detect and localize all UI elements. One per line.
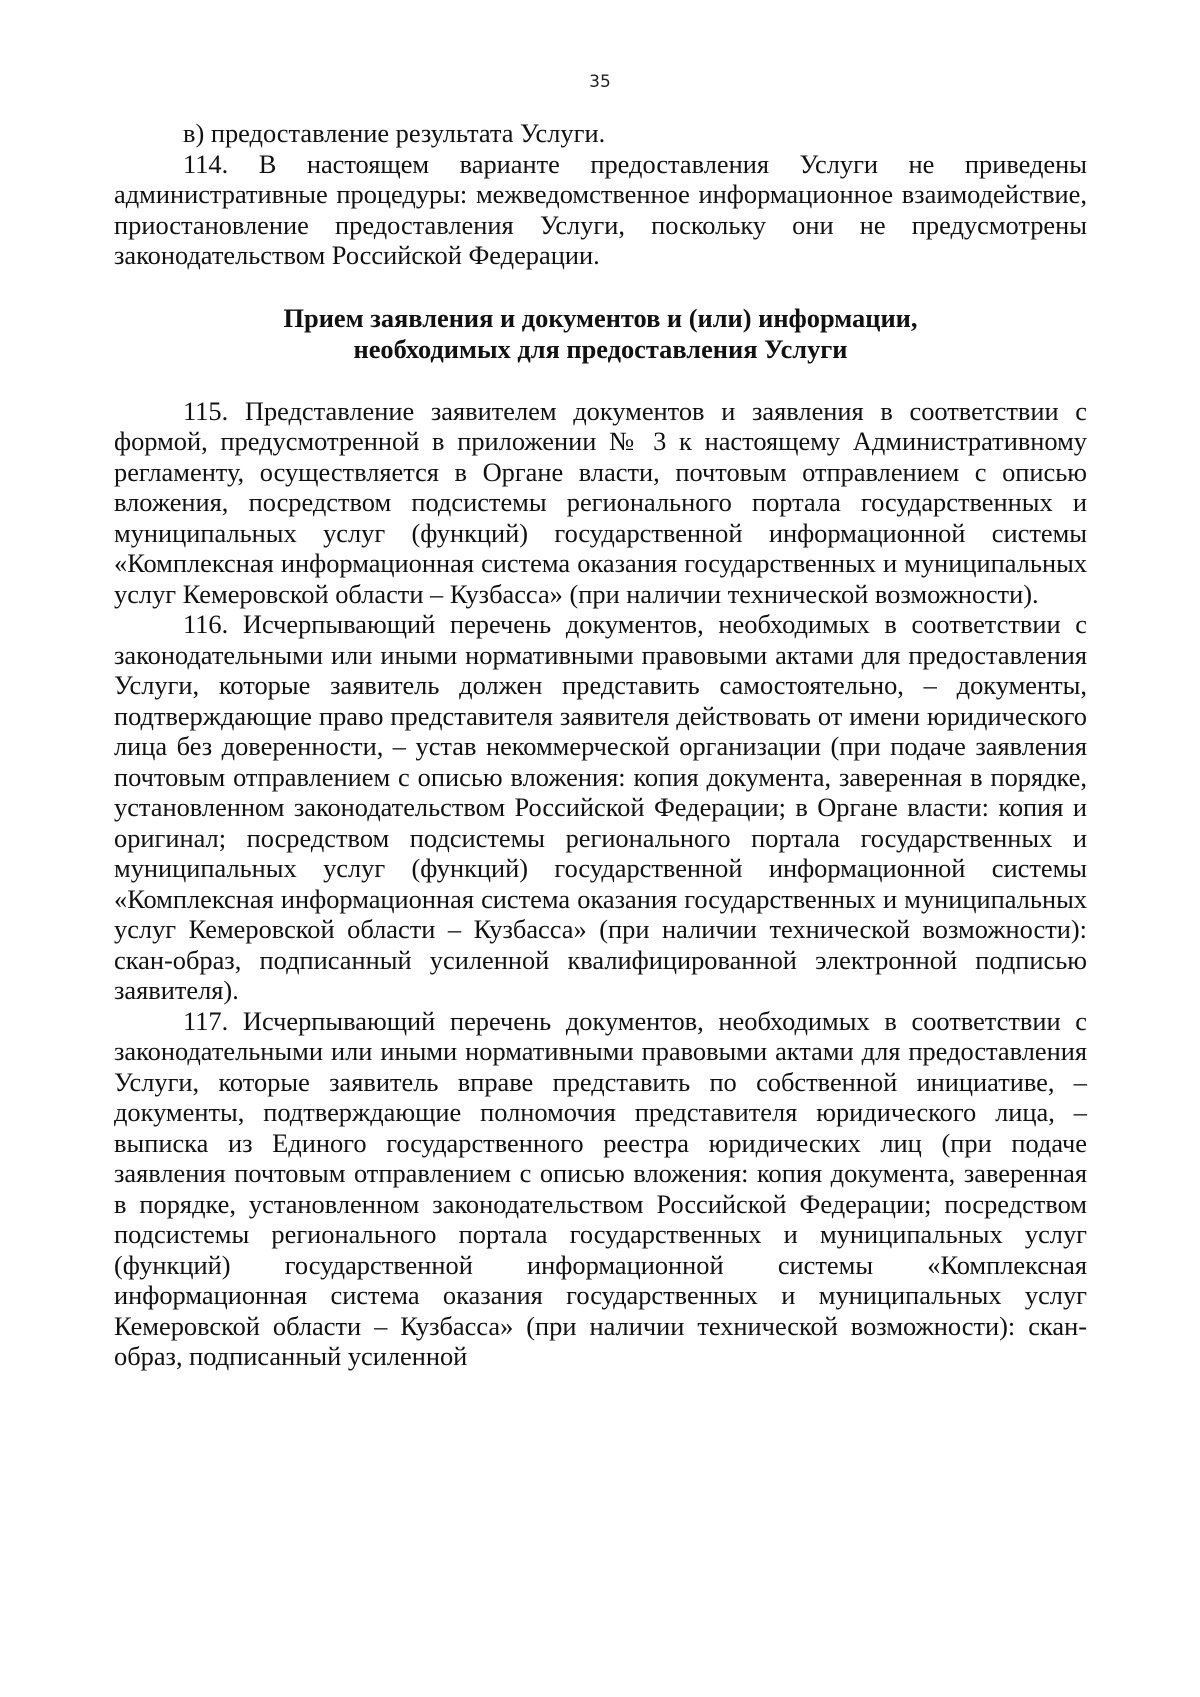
document-body	[114, 118, 1087, 1372]
section-heading-line-1: Прием заявления и документов и (или) информации,	[283, 302, 918, 333]
section-heading-line-2: необходимых для предоставления Услуги	[353, 333, 848, 364]
page-number: 35	[589, 72, 611, 92]
paragraph-116: 116. Исчерпывающий перечень документов, необходимых в соответствии с законодательными или иными нормативными правовыми актами для предоставления Услуги, которые заявитель должен представить самостоятельно, – документы, подтверждающие право представителя заявителя действовать от имени юридического лица без доверенности, – устав некоммерческой организации (при подаче заявления почтовым отправлением с описью вложения: копия документа, заверенная в порядке, установленном законодательством Российской Федерации; в Органе власти: копия и оригинал; посредством подсистемы регионального портала государственных и муниципальных услуг (функций) государственной информационной системы «Комплексная информационная система оказания государственных и муниципальных услуг Кемеровской области – Кузбасса» (при наличии технической возможности): скан-образ, подписанный усиленной квалифицированной электронной подписью заявителя).	[114, 609, 1087, 1005]
paragraph-115: 115. Представление заявителем документов и заявления в соответствии с формой, предусмотренной в приложении № 3 к настоящему Административному регламенту, осуществляется в Органе власти, почтовым отправлением с описью вложения, посредством подсистемы регионального портала государственных и муниципальных услуг (функций) государственной информационной системы «Комплексная информационная система оказания государственных и муниципальных услуг Кемеровской области – Кузбасса» (при наличии технической возможности).	[114, 395, 1087, 609]
section-heading	[114, 303, 1087, 365]
paragraph-intro: в) предоставление результата Услуги.	[183, 118, 606, 148]
paragraph-114: 114. В настоящем варианте предоставления Услуги не приведены административные процедуры: межведомственное информационное взаимодействие, приостановление предоставления Услуги, поскольку они не предусмотрены законодательством Российской Федерации.	[114, 148, 1087, 270]
paragraph-117: 117. Исчерпывающий перечень документов, необходимых в соответствии с законодательными или иными нормативными правовыми актами для предоставления Услуги, которые заявитель вправе представить по собственной инициативе, – документы, подтверждающие полномочия представителя юридического лица, – выписка из Единого государственного реестра юридических лиц (при подаче заявления почтовым отправлением с описью вложения: копия документа, заверенная в порядке, установленном законодательством Российской Федерации; посредством подсистемы регионального портала государственных и муниципальных услуг (функций) государственной информационной системы «Комплексная информационная система оказания государственных и муниципальных услуг Кемеровской области – Кузбасса» (при наличии технической возможности): скан-образ, подписанный усиленной	[114, 1005, 1087, 1371]
